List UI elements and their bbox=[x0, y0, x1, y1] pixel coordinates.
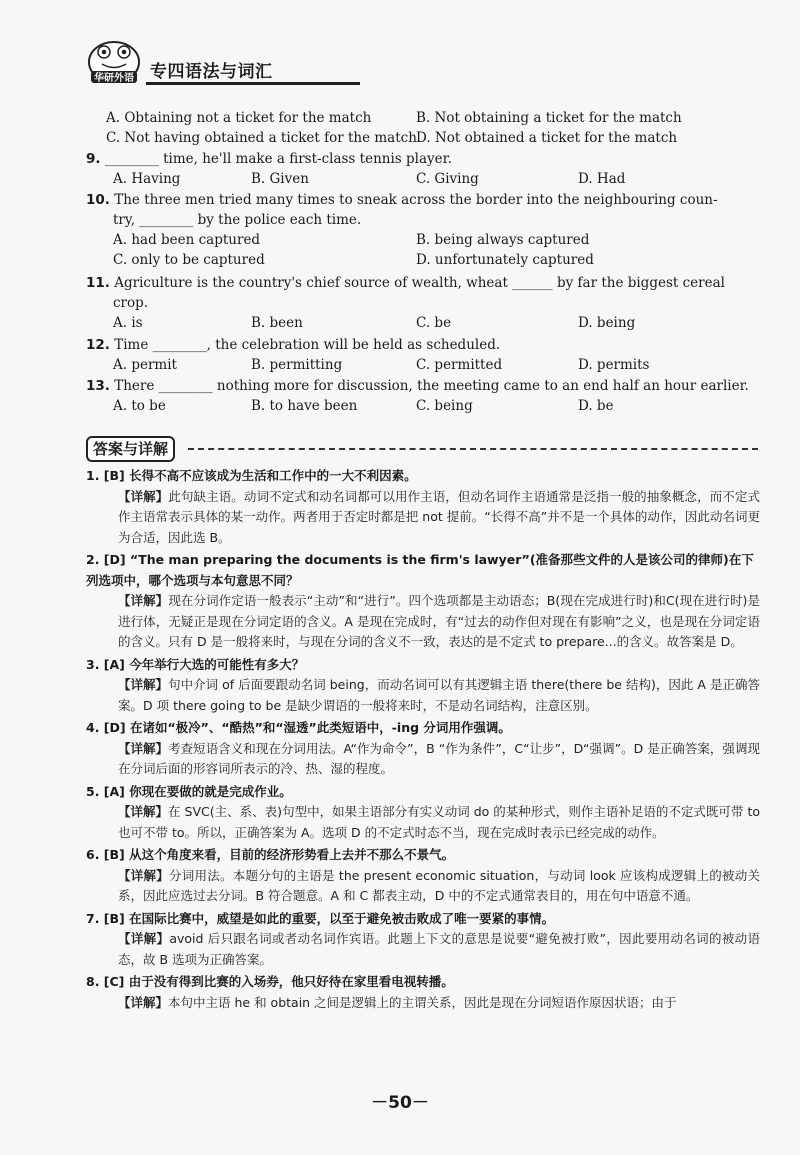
answer-detail: 【详解】本句中主语 he 和 obtain 之间是逻辑上的主谓关系，因此是现在分词短语作原因状语；由于 bbox=[118, 994, 677, 1010]
header-divider bbox=[146, 82, 360, 85]
option-c: C. Not having obtained a ticket for the match bbox=[106, 130, 417, 146]
question-12 bbox=[86, 335, 766, 375]
question-text-cont: try, ________ by the police each time. bbox=[113, 212, 362, 228]
page-header bbox=[86, 40, 326, 90]
answer-item bbox=[86, 550, 760, 653]
answer-heading: 2. [D] “The man preparing the documents is the firm's lawyer”(准备那些文件的人是该公司的律师)在下列选项中，哪个选项与本句意思不同？ bbox=[86, 552, 754, 588]
page-title: 专四语法与词汇 bbox=[150, 62, 273, 82]
option-a: A. is bbox=[113, 315, 143, 331]
logo-text: 华研外语 bbox=[94, 73, 134, 84]
question-number: 10. bbox=[86, 192, 110, 208]
page-number: －50－ bbox=[371, 1093, 429, 1113]
option-b: B. been bbox=[251, 315, 303, 331]
question-text: The three men tried many times to sneak across the border into the neighbouring coun- bbox=[114, 192, 718, 208]
detail-label: 【详解】 bbox=[118, 931, 170, 946]
question-text: Time ________, the celebration will be held as scheduled. bbox=[114, 337, 501, 353]
option-d: D. permits bbox=[578, 357, 650, 373]
dashed-divider bbox=[188, 448, 758, 450]
answer-heading: 8. [C] 由于没有得到比赛的入场券，他只好待在家里看电视转播。 bbox=[86, 974, 454, 989]
option-c: C. permitted bbox=[416, 357, 503, 373]
answer-detail: 【详解】在 SVC(主、系、表)句型中，如果主语部分有实义动词 do 的某种形式，则作主语补足语的不定式既可带 to 也可不带 to。所以，正确答案为 A。选项 D 的不定式时态不当，现在完成时表示已经完成的动作。 bbox=[118, 804, 760, 840]
option-a: A. had been captured bbox=[113, 232, 261, 248]
answers-section-header bbox=[86, 436, 766, 460]
detail-label: 【详解】 bbox=[118, 867, 169, 883]
detail-label: 【详解】 bbox=[118, 740, 169, 756]
question-11 bbox=[86, 273, 766, 333]
option-a: A. Obtaining not a ticket for the match bbox=[106, 110, 372, 126]
answers-title: 答案与详解 bbox=[86, 436, 175, 462]
answer-item bbox=[86, 845, 760, 907]
option-b: B. permitting bbox=[251, 357, 343, 373]
answer-item bbox=[86, 655, 760, 717]
detail-label: 【详解】 bbox=[118, 488, 169, 504]
question-text: There ________ nothing more for discussion, the meeting came to an end half an hour earlier. bbox=[114, 378, 749, 394]
answer-item bbox=[86, 466, 760, 548]
answer-item bbox=[86, 718, 760, 780]
option-a: A. permit bbox=[113, 357, 177, 373]
option-b: B. to have been bbox=[251, 398, 358, 414]
answer-detail: 【详解】此句缺主语。动词不定式和动名词都可以用作主语，但动名词作主语通常是泛指一般的抽象概念，而不定式作主语常表示具体的某一动作。两者用于否定时都是把 not 提前。“长得不高”并不是一个具体的动作，因此动名词更为合适，因此选 B。 bbox=[118, 488, 760, 545]
option-d: D. be bbox=[578, 398, 614, 414]
answer-heading: 5. [A] 你现在要做的就是完成作业。 bbox=[86, 783, 292, 799]
answer-heading: 6. [B] 从这个角度来看，目前的经济形势看上去并不那么不景气。 bbox=[86, 847, 455, 862]
answer-detail: 【详解】句中介词 of 后面要跟动名词 being，而动名词可以有其逻辑主语 there(there be 结构)，因此 A 是正确答案。D 项 there going to be 是缺少谓语的一般将来时，不是动名词结构，注意区别。 bbox=[118, 677, 760, 713]
option-d: D. Had bbox=[578, 171, 626, 187]
answer-detail: 【详解】avoid 后只跟名词或者动名词作宾语。此题上下文的意思是说要“避免被打败”，因此要用动名词的被动语态，故 B 选项为正确答案。 bbox=[118, 931, 760, 967]
option-d: D. being bbox=[578, 315, 636, 331]
answer-heading: 7. [B] 在国际比赛中，威望是如此的重要，以至于避免被击败成了唯一要紧的事情。 bbox=[86, 910, 555, 926]
answer-detail: 【详解】考查短语含义和现在分词用法。A“作为命令”，B “作为条件”，C“让步”，D“强调”。D 是正确答案，强调现在分词后面的形容词所表示的冷、热、湿的程度。 bbox=[118, 740, 760, 776]
question-number: 9. bbox=[86, 151, 101, 167]
question-8-options bbox=[86, 108, 766, 148]
detail-label: 【详解】 bbox=[118, 804, 169, 819]
option-a: A. to be bbox=[113, 398, 166, 414]
answer-detail: 【详解】分词用法。本题分句的主语是 the present economic situation，与动词 look 应该构成逻辑上的被动关系，因此应选过去分词。B 符合题意。A 和 C 都表主动，D 中的不定式通常表目的，用在句中语意不通。 bbox=[118, 867, 760, 903]
answer-item bbox=[86, 972, 760, 1013]
answer-item bbox=[86, 909, 760, 971]
question-number: 12. bbox=[86, 337, 110, 353]
frog-logo-icon bbox=[86, 40, 142, 90]
answer-heading: 1. [B] 长得不高不应该成为生活和工作中的一大不利因素。 bbox=[86, 468, 417, 483]
question-10 bbox=[86, 190, 766, 270]
option-c: C. being bbox=[416, 398, 473, 414]
question-text: ________ time, he'll make a first-class tennis player. bbox=[104, 151, 452, 167]
answers-list bbox=[86, 466, 760, 1015]
option-b: B. being always captured bbox=[416, 232, 590, 248]
option-d: D. unfortunately captured bbox=[416, 252, 594, 268]
option-c: C. only to be captured bbox=[113, 252, 265, 268]
answer-detail: 【详解】现在分词作定语一般表示“主动”和“进行”。四个选项都是主动语态；B(现在完成进行时)和C(现在进行时)是进行体，无疑正是现在分词定语的含义。A 是现在完成时，有“过去的动作但对现在有影响”之义，也是现在分词定语的含义。只有 D 是一般将来时，与现在分词的含义不一致，表达的是不定式 to prepare...的含义。故答案是 D。 bbox=[118, 593, 760, 649]
question-number: 13. bbox=[86, 378, 110, 394]
answer-heading: 4. [D] 在诸如“极冷”、“酷热”和“湿透”此类短语中，-ing 分词用作强调。 bbox=[86, 720, 511, 735]
answer-heading: 3. [A] 今年举行大选的可能性有多大？ bbox=[86, 656, 305, 672]
answer-item bbox=[86, 782, 760, 844]
question-text: Agriculture is the country's chief source of wealth, wheat ______ by far the biggest cereal bbox=[114, 275, 725, 291]
detail-label: 【详解】 bbox=[118, 677, 169, 692]
question-number: 11. bbox=[86, 275, 110, 291]
detail-label: 【详解】 bbox=[118, 994, 169, 1010]
option-b: B. Not obtaining a ticket for the match bbox=[416, 110, 682, 126]
question-13 bbox=[86, 376, 766, 416]
question-9 bbox=[86, 149, 766, 189]
option-c: C. Giving bbox=[416, 171, 479, 187]
question-text-cont: crop. bbox=[113, 295, 149, 311]
option-c: C. be bbox=[416, 315, 452, 331]
option-b: B. Given bbox=[251, 171, 309, 187]
detail-label: 【详解】 bbox=[118, 593, 169, 608]
option-a: A. Having bbox=[113, 171, 181, 187]
option-d: D. Not obtained a ticket for the match bbox=[416, 130, 678, 146]
